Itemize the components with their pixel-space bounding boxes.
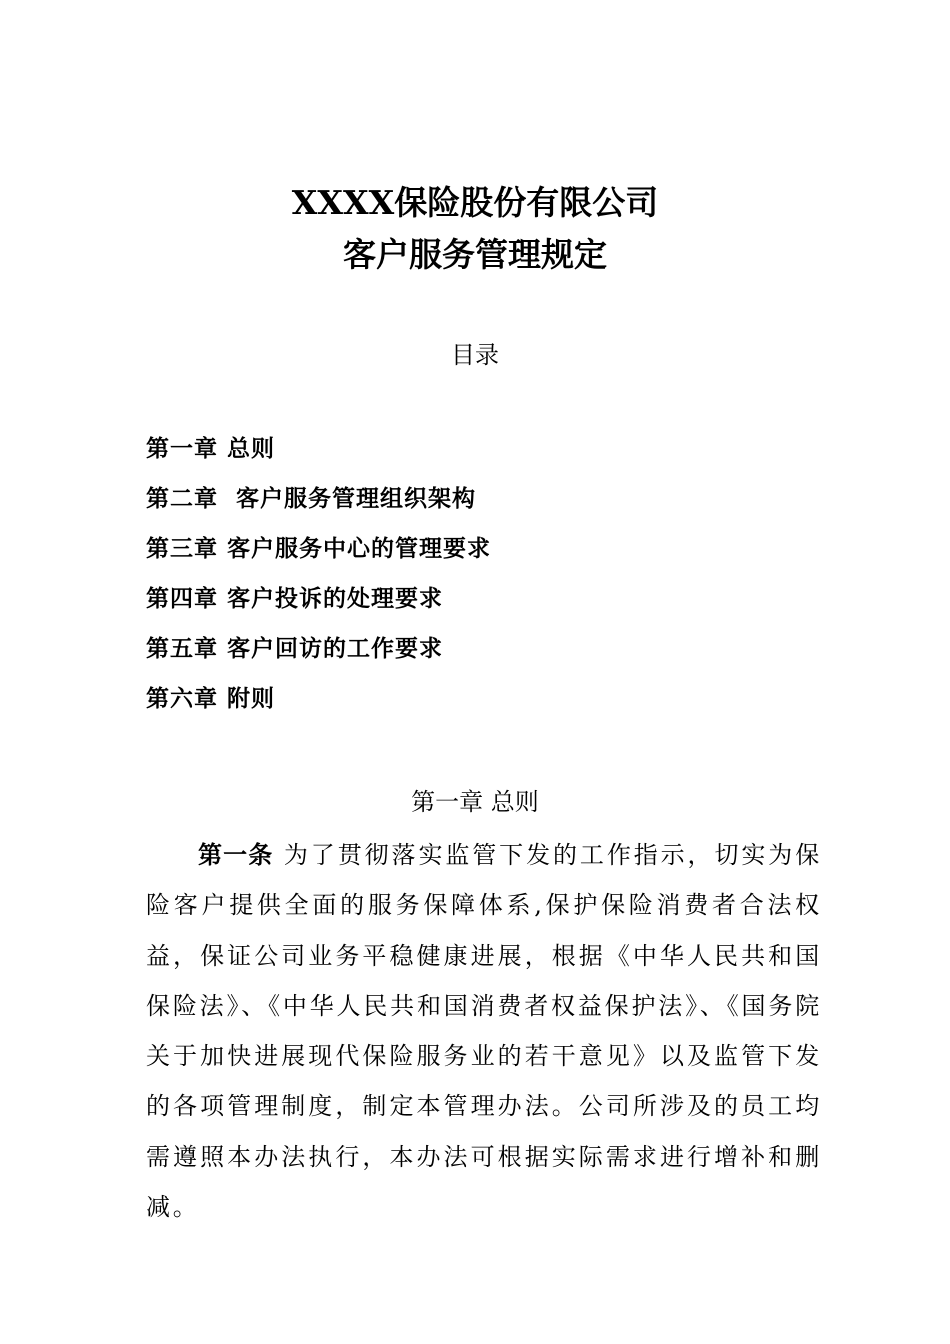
chapter-1-heading: 第一章 总则 <box>411 788 539 816</box>
toc-item-chapter-1: 第一章 总则 <box>146 436 276 462</box>
document-title-regulation: 客户服务管理规定 <box>343 235 607 274</box>
toc-heading: 目录 <box>451 341 499 369</box>
document-title-company: XXXX保险股份有限公司 <box>291 183 659 222</box>
toc-item-chapter-2: 第二章 客户服务管理组织架构 <box>146 486 477 512</box>
table-of-contents <box>146 433 491 733</box>
article-1-paragraph <box>146 830 822 1232</box>
toc-item-chapter-3: 第三章 客户服务中心的管理要求 <box>146 536 492 562</box>
article-1-label: 第一条 <box>198 841 274 869</box>
article-1-text: 为了贯彻落实监管下发的工作指示，切实为保险客户提供全面的服务保障体系,保护保险消费者合法权益，保证公司业务平稳健康进展，根据《中华人民共和国保险法》、《中华人民共和国消费者权益保护法》、《国务院关于加快进展现代保险服务业的若干意见》以及监管下发的各项管理制度，制定本管理办法。公司所涉及的员工均需遵照本办法执行，本办法可根据实际需求进行增补和删减。 <box>146 841 822 1222</box>
toc-item-chapter-4: 第四章 客户投诉的处理要求 <box>146 586 444 612</box>
toc-item-chapter-5: 第五章 客户回访的工作要求 <box>146 636 444 662</box>
toc-item-chapter-6: 第六章 附则 <box>146 686 276 712</box>
